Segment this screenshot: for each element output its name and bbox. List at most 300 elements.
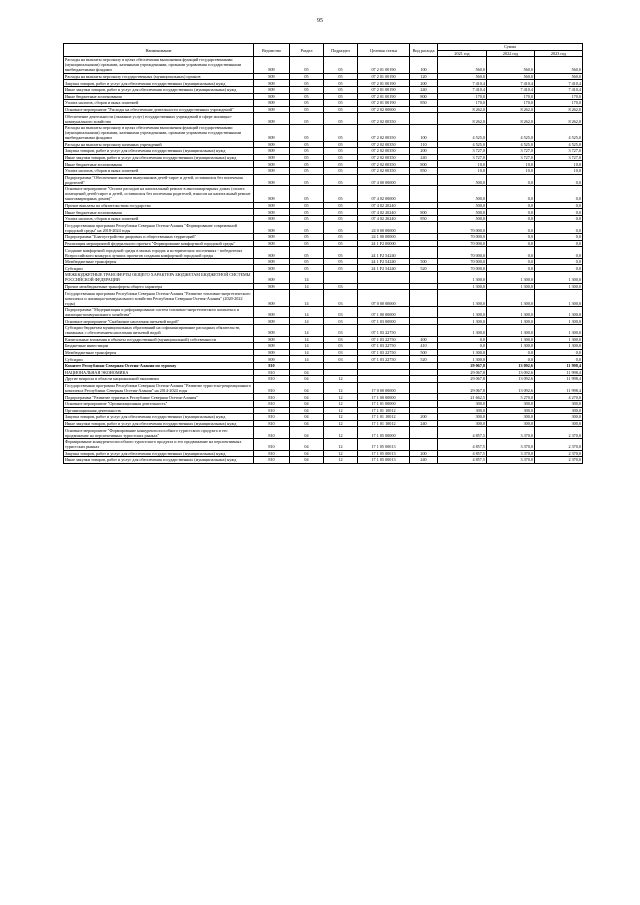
cell-podrazdel: 05 [324, 106, 358, 113]
cell-podrazdel: 03 [324, 325, 358, 337]
cell-year-3: 2 370,0 [535, 427, 583, 439]
cell-podrazdel: 05 [324, 154, 358, 161]
cell-cs: 07 2 01 00190 [358, 57, 410, 74]
cell-name: Основное мероприятие "Снабжение населения питьевой водой" [64, 318, 254, 325]
cell-podrazdel: 05 [324, 100, 358, 107]
table-row [64, 167, 583, 174]
cell-year-3: 3 727,0 [535, 148, 583, 155]
cell-cs: 07 1 03 22750 [358, 343, 410, 350]
table-row [64, 325, 583, 337]
cell-year-2: 300,0 [487, 414, 535, 421]
cell-year-3: 560,0 [535, 73, 583, 80]
cell-cs: 07 2 02 00350 [358, 161, 410, 168]
cell-podrazdel: 05 [324, 222, 358, 234]
cell-year-2: 8 262,0 [487, 106, 535, 113]
cell-ved: 810 [254, 407, 290, 414]
cell-razdel: 04 [290, 407, 324, 414]
cell-name: Уплата налогов, сборов и иных платежей [64, 215, 254, 222]
cell-ved: 809 [254, 124, 290, 141]
table-row [64, 450, 583, 457]
cell-year-2: 170,0 [487, 100, 535, 107]
cell-razdel: 05 [290, 222, 324, 234]
cell-year-3: 10,0 [535, 167, 583, 174]
header-sum: Сумма [438, 44, 583, 51]
cell-year-3: 0,0 [535, 349, 583, 356]
cell-year-3: 7 410,4 [535, 86, 583, 93]
header-cs: Целевая статья [358, 44, 410, 57]
cell-year-2: 1 300,0 [487, 272, 535, 284]
cell-vr [410, 283, 438, 290]
table-row [64, 369, 583, 376]
cell-ved: 809 [254, 93, 290, 100]
cell-year-1: 300,0 [438, 407, 487, 414]
cell-name: Закупка товаров, работ и услуг для обеспечения государственных (муниципальных) нужд [64, 414, 254, 421]
table-row [64, 272, 583, 284]
page-number: 95 [317, 18, 323, 24]
table-row [64, 100, 583, 107]
cell-name: Другие вопросы в области национальной экономики [64, 376, 254, 383]
cell-cs: 07 4 02 20240 [358, 215, 410, 222]
table-row [64, 86, 583, 93]
cell-year-3: 11 998,4 [535, 369, 583, 376]
table-row [64, 93, 583, 100]
cell-podrazdel: 05 [324, 202, 358, 209]
cell-year-3: 560,0 [535, 57, 583, 74]
cell-name: Межбюджетные трансферты [64, 349, 254, 356]
cell-name: Иные закупки товаров, работ и услуг для обеспечения государственных (муниципальных) нужд [64, 154, 254, 161]
cell-razdel: 14 [290, 343, 324, 350]
cell-year-1: 1 300,0 [438, 272, 487, 284]
cell-vr: 500 [410, 258, 438, 265]
cell-year-2: 10,0 [487, 167, 535, 174]
cell-name: Межбюджетные трансферты [64, 258, 254, 265]
cell-vr: 200 [410, 450, 438, 457]
cell-year-1: 500,0 [438, 209, 487, 216]
cell-ved: 809 [254, 240, 290, 247]
cell-cs: 07 2 02 00350 [358, 148, 410, 155]
cell-year-1: 0,0 [438, 336, 487, 343]
cell-cs [358, 376, 410, 383]
cell-ved: 809 [254, 73, 290, 80]
cell-vr: 200 [410, 80, 438, 87]
cell-vr: 100 [410, 124, 438, 141]
cell-year-3: 0,0 [535, 186, 583, 203]
cell-year-1: 7 410,4 [438, 86, 487, 93]
table-row [64, 394, 583, 401]
cell-podrazdel [324, 362, 358, 369]
cell-year-3: 8 262,0 [535, 113, 583, 125]
cell-podrazdel: 05 [324, 247, 358, 259]
cell-name: НАЦИОНАЛЬНАЯ ЭКОНОМИКА [64, 369, 254, 376]
cell-ved: 810 [254, 414, 290, 421]
cell-name: Прочие выплаты по обязательствам государства [64, 202, 254, 209]
cell-name: Организационная деятельность [64, 407, 254, 414]
table-row [64, 427, 583, 439]
cell-ved: 809 [254, 336, 290, 343]
header-ved: Ведомство [254, 44, 290, 57]
cell-podrazdel: 05 [324, 93, 358, 100]
table-row [64, 407, 583, 414]
cell-cs: 07 4 02 20240 [358, 209, 410, 216]
cell-ved: 809 [254, 325, 290, 337]
table-row [64, 174, 583, 186]
table-row [64, 222, 583, 234]
cell-name: Подпрограмма "Модернизация и реформирование систем топливно-энергетического комплекса и жилищно-коммунального хозяйства" [64, 306, 254, 318]
cell-vr [410, 113, 438, 125]
table-row [64, 57, 583, 74]
cell-razdel: 05 [290, 148, 324, 155]
header-name: Наименование [64, 44, 254, 57]
cell-year-1: 170,0 [438, 100, 487, 107]
cell-year-3: 11 998,4 [535, 376, 583, 383]
cell-ved: 809 [254, 202, 290, 209]
cell-podrazdel: 03 [324, 306, 358, 318]
cell-vr [410, 240, 438, 247]
cell-year-2: 0,0 [487, 349, 535, 356]
cell-year-2: 3 727,0 [487, 154, 535, 161]
cell-razdel: 05 [290, 186, 324, 203]
cell-year-2: 3 370,0 [487, 457, 535, 464]
cell-year-3: 300,0 [535, 420, 583, 427]
cell-name: Основное мероприятие "Формирование конкурентоспособного туристского продукта и его продвижение на перспективных туристских рынках" [64, 427, 254, 439]
cell-ved: 810 [254, 376, 290, 383]
table-row [64, 234, 583, 241]
cell-vr: 110 [410, 141, 438, 148]
header-year-1: 2021 год [438, 50, 487, 57]
cell-podrazdel: 12 [324, 376, 358, 383]
cell-ved: 810 [254, 400, 290, 407]
table-row [64, 186, 583, 203]
cell-year-3: 1 300,0 [535, 343, 583, 350]
table-row [64, 215, 583, 222]
table-row [64, 356, 583, 363]
cell-cs [358, 283, 410, 290]
cell-podrazdel: 03 [324, 318, 358, 325]
cell-cs: 17 1 01 10012 [358, 407, 410, 414]
cell-name: Основное мероприятие "Оплата расходов на капитальный ремонт в многоквартирных домах (оплата помещений детей-сирот и детей, оставшихся без попечения родителей, взносов на капитальный ремонт многоквартирных домов)" [64, 186, 254, 203]
cell-year-2: 13 092,6 [487, 369, 535, 376]
cell-ved: 809 [254, 86, 290, 93]
table-row [64, 265, 583, 272]
cell-ved: 810 [254, 362, 290, 369]
cell-year-1: 4 525,0 [438, 141, 487, 148]
table-row [64, 106, 583, 113]
cell-name: Основное мероприятие "Организационная деятельность" [64, 400, 254, 407]
header-year-2: 2022 год [487, 50, 535, 57]
cell-name: Закупка товаров, работ и услуг для обеспечения государственных (муниципальных) нужд [64, 148, 254, 155]
table-row [64, 283, 583, 290]
cell-name: Государственная программа Республики Северная Осетия-Алания "Развитие туристско-рекреационного комплекса Республики Северная Осетия-Алания" на 2014-2024 годы [64, 382, 254, 394]
cell-year-3: 0,0 [535, 174, 583, 186]
cell-ved: 809 [254, 283, 290, 290]
cell-ved: 809 [254, 80, 290, 87]
cell-ved: 809 [254, 215, 290, 222]
cell-name: Обеспечение деятельности (оказание услуг) государственных учреждений в сфере жилищно-коммунального хозяйства [64, 113, 254, 125]
cell-name: Государственная программа Республики Северная Осетия-Алания "Развитие топливно-энергетического комплекса и жилищно-коммунального хозяйства Республики Северная Осетия-Алания" (2020-2022 годы) [64, 290, 254, 307]
cell-year-3: 1 300,0 [535, 283, 583, 290]
cell-razdel: 14 [290, 290, 324, 307]
cell-podrazdel: 05 [324, 174, 358, 186]
cell-name: Субсидии [64, 265, 254, 272]
cell-podrazdel [324, 272, 358, 284]
cell-year-1: 500,0 [438, 215, 487, 222]
cell-podrazdel: 12 [324, 414, 358, 421]
cell-razdel: 04 [290, 382, 324, 394]
cell-year-1: 1 300,0 [438, 290, 487, 307]
cell-year-3: 1 300,0 [535, 272, 583, 284]
cell-podrazdel: 05 [324, 234, 358, 241]
cell-year-2: 0,0 [487, 356, 535, 363]
cell-year-3: 0,0 [535, 258, 583, 265]
cell-ved: 809 [254, 247, 290, 259]
cell-razdel: 05 [290, 167, 324, 174]
cell-ved: 809 [254, 343, 290, 350]
cell-cs: 07 2 01 00190 [358, 73, 410, 80]
cell-year-1: 29 067,8 [438, 362, 487, 369]
cell-razdel: 04 [290, 394, 324, 401]
cell-razdel: 04 [290, 400, 324, 407]
cell-ved: 809 [254, 222, 290, 234]
cell-ved: 809 [254, 272, 290, 284]
cell-name: Иные закупки товаров, работ и услуг для обеспечения государственных (муниципальных) нужд [64, 86, 254, 93]
cell-year-2: 13 092,6 [487, 362, 535, 369]
cell-year-1: 21 662,5 [438, 394, 487, 401]
table-row [64, 209, 583, 216]
cell-year-1: 1 300,0 [438, 318, 487, 325]
table-row [64, 141, 583, 148]
cell-vr: 240 [410, 86, 438, 93]
cell-year-2: 0,0 [487, 215, 535, 222]
cell-podrazdel: 05 [324, 141, 358, 148]
cell-year-2: 0,0 [487, 247, 535, 259]
table-row [64, 420, 583, 427]
cell-cs: 07 4 02 00000 [358, 186, 410, 203]
cell-ved: 809 [254, 161, 290, 168]
cell-vr: 120 [410, 73, 438, 80]
cell-year-1: 500,0 [438, 202, 487, 209]
cell-vr [410, 247, 438, 259]
cell-year-3: 0,0 [535, 215, 583, 222]
cell-vr [410, 202, 438, 209]
header-razdel: Раздел [290, 44, 324, 57]
cell-ved: 809 [254, 318, 290, 325]
cell-cs [358, 272, 410, 284]
cell-year-1: 29 067,8 [438, 376, 487, 383]
cell-year-2: 560,0 [487, 57, 535, 74]
cell-razdel: 04 [290, 376, 324, 383]
cell-razdel: 05 [290, 100, 324, 107]
cell-ved: 809 [254, 306, 290, 318]
cell-cs: 07 0 00 00000 [358, 290, 410, 307]
table-body [64, 57, 583, 464]
cell-vr: 240 [410, 457, 438, 464]
cell-ved: 809 [254, 349, 290, 356]
cell-year-3: 300,0 [535, 407, 583, 414]
cell-name: Иные бюджетные ассигнования [64, 209, 254, 216]
cell-year-2: 7 410,4 [487, 80, 535, 87]
cell-year-2: 8 262,0 [487, 113, 535, 125]
cell-cs: 24 1 F2 54240 [358, 258, 410, 265]
cell-vr: 500 [410, 349, 438, 356]
cell-name: Иные закупки товаров, работ и услуг для обеспечения государственных (муниципальных) нужд [64, 457, 254, 464]
cell-year-1: 500,0 [438, 186, 487, 203]
cell-year-1: 4 857,5 [438, 438, 487, 450]
cell-name: Подпрограмма "Благоустройство дворовых и общественных территорий" [64, 234, 254, 241]
cell-year-2: 5 270,0 [487, 394, 535, 401]
cell-cs: 07 1 00 00000 [358, 306, 410, 318]
cell-year-1: 3 727,0 [438, 154, 487, 161]
cell-name: Закупка товаров, работ и услуг для обеспечения государственных (муниципальных) нужд [64, 80, 254, 87]
cell-year-1: 8 262,0 [438, 106, 487, 113]
cell-cs [358, 362, 410, 369]
cell-podrazdel: 05 [324, 73, 358, 80]
table-row [64, 336, 583, 343]
table-row [64, 343, 583, 350]
table-row [64, 258, 583, 265]
cell-year-1: 3 727,0 [438, 148, 487, 155]
table-row [64, 202, 583, 209]
cell-cs: 17 1 01 00000 [358, 400, 410, 407]
cell-cs: 17 1 00 00000 [358, 394, 410, 401]
cell-razdel: 05 [290, 202, 324, 209]
cell-year-3: 11 998,4 [535, 362, 583, 369]
cell-vr: 200 [410, 414, 438, 421]
cell-year-1: 300,0 [438, 420, 487, 427]
cell-year-1: 70 000,0 [438, 265, 487, 272]
cell-year-2: 0,0 [487, 265, 535, 272]
cell-razdel: 04 [290, 420, 324, 427]
cell-name: Бюджетные инвестиции [64, 343, 254, 350]
cell-year-3: 2 370,0 [535, 457, 583, 464]
cell-name: Уплата налогов, сборов и иных платежей [64, 167, 254, 174]
cell-cs: 24 0 00 00000 [358, 222, 410, 234]
cell-year-2: 13 092,6 [487, 382, 535, 394]
cell-razdel: 05 [290, 161, 324, 168]
table-row [64, 376, 583, 383]
cell-podrazdel: 12 [324, 420, 358, 427]
cell-razdel: 14 [290, 356, 324, 363]
cell-year-2: 3 370,0 [487, 438, 535, 450]
cell-name: Создание комфортной городской среды в малых городах и исторических поселениях - победителях Всероссийского конкурса лучших проектов создания комфортной городской среды [64, 247, 254, 259]
cell-year-1: 560,0 [438, 73, 487, 80]
cell-ved: 809 [254, 265, 290, 272]
cell-vr [410, 382, 438, 394]
cell-podrazdel: 12 [324, 400, 358, 407]
cell-year-3: 7 410,4 [535, 80, 583, 87]
cell-vr [410, 272, 438, 284]
cell-name: Расходы на выплаты персоналу казенных учреждений [64, 141, 254, 148]
table-row [64, 362, 583, 369]
cell-cs [358, 369, 410, 376]
header-vr: Вид расхода [410, 44, 438, 57]
cell-vr: 100 [410, 57, 438, 74]
cell-year-1: 4 857,5 [438, 450, 487, 457]
cell-year-1: 70 000,0 [438, 222, 487, 234]
table-row [64, 382, 583, 394]
cell-year-1: 1 300,0 [438, 283, 487, 290]
table-row [64, 113, 583, 125]
cell-year-2: 0,0 [487, 240, 535, 247]
budget-table [63, 43, 583, 464]
cell-vr [410, 174, 438, 186]
cell-year-3: 2 370,0 [535, 438, 583, 450]
cell-year-1: 70 000,0 [438, 247, 487, 259]
table-row [64, 349, 583, 356]
cell-name: Расходы на выплаты персоналу государственных (муниципальных) органов [64, 73, 254, 80]
table-row [64, 154, 583, 161]
cell-podrazdel: 03 [324, 283, 358, 290]
cell-year-2: 1 300,0 [487, 318, 535, 325]
table-row [64, 247, 583, 259]
cell-year-1: 10,0 [438, 167, 487, 174]
cell-year-3: 0,0 [535, 356, 583, 363]
cell-year-3: 10,0 [535, 161, 583, 168]
cell-razdel: 05 [290, 113, 324, 125]
cell-ved: 809 [254, 100, 290, 107]
cell-vr [410, 400, 438, 407]
cell-podrazdel: 03 [324, 336, 358, 343]
table-row [64, 124, 583, 141]
cell-razdel: 14 [290, 283, 324, 290]
cell-razdel: 04 [290, 457, 324, 464]
cell-year-2: 0,0 [487, 202, 535, 209]
cell-cs: 17 1 05 00013 [358, 457, 410, 464]
cell-vr [410, 290, 438, 307]
cell-year-2: 0,0 [487, 222, 535, 234]
cell-year-3: 0,0 [535, 234, 583, 241]
cell-name: Основное мероприятие "Расходы на обеспечение деятельности государственных учреждений" [64, 106, 254, 113]
cell-year-3: 300,0 [535, 414, 583, 421]
table-row [64, 73, 583, 80]
cell-cs: 24 1 F2 54240 [358, 265, 410, 272]
cell-razdel: 04 [290, 438, 324, 450]
cell-razdel: 05 [290, 234, 324, 241]
cell-name: Субсидии бюджетам муниципальных образований на софинансирование расходных обязательств, связанных с обеспечением населения питьевой водой [64, 325, 254, 337]
cell-year-3: 0,0 [535, 265, 583, 272]
cell-name: МЕЖБЮДЖЕТНЫЕ ТРАНСФЕРТЫ ОБЩЕГО ХАРАКТЕРА БЮДЖЕТАМ БЮДЖЕТНОЙ СИСТЕМЫ РОССИЙСКОЙ ФЕДЕРАЦИИ [64, 272, 254, 284]
cell-vr: 800 [410, 209, 438, 216]
cell-name: Расходы на выплаты персоналу в целях обеспечения выполнения функций государственными (муниципальными) органами, казенными учреждениями, органами управления государственными внебюджетными фондами [64, 57, 254, 74]
cell-vr: 800 [410, 93, 438, 100]
cell-razdel: 14 [290, 318, 324, 325]
cell-ved: 810 [254, 420, 290, 427]
cell-razdel: 05 [290, 265, 324, 272]
header-year-3: 2023 год [535, 50, 583, 57]
cell-year-2: 170,0 [487, 93, 535, 100]
cell-year-3: 4 525,0 [535, 124, 583, 141]
cell-year-3: 0,0 [535, 247, 583, 259]
cell-year-3: 0,0 [535, 202, 583, 209]
cell-cs: 07 2 01 00190 [358, 86, 410, 93]
cell-year-2: 300,0 [487, 400, 535, 407]
cell-razdel: 05 [290, 240, 324, 247]
table-row [64, 400, 583, 407]
cell-year-3: 8 262,0 [535, 106, 583, 113]
cell-name: Субсидии [64, 356, 254, 363]
table-row [64, 318, 583, 325]
cell-year-1: 560,0 [438, 57, 487, 74]
cell-podrazdel: 12 [324, 438, 358, 450]
cell-year-3: 1 300,0 [535, 336, 583, 343]
cell-razdel: 05 [290, 106, 324, 113]
cell-vr: 240 [410, 420, 438, 427]
cell-cs: 07 2 02 00350 [358, 167, 410, 174]
cell-year-2: 10,0 [487, 161, 535, 168]
cell-cs: 24 1 F2 54240 [358, 247, 410, 259]
cell-cs: 07 2 01 00190 [358, 93, 410, 100]
cell-vr [410, 318, 438, 325]
cell-podrazdel: 05 [324, 209, 358, 216]
